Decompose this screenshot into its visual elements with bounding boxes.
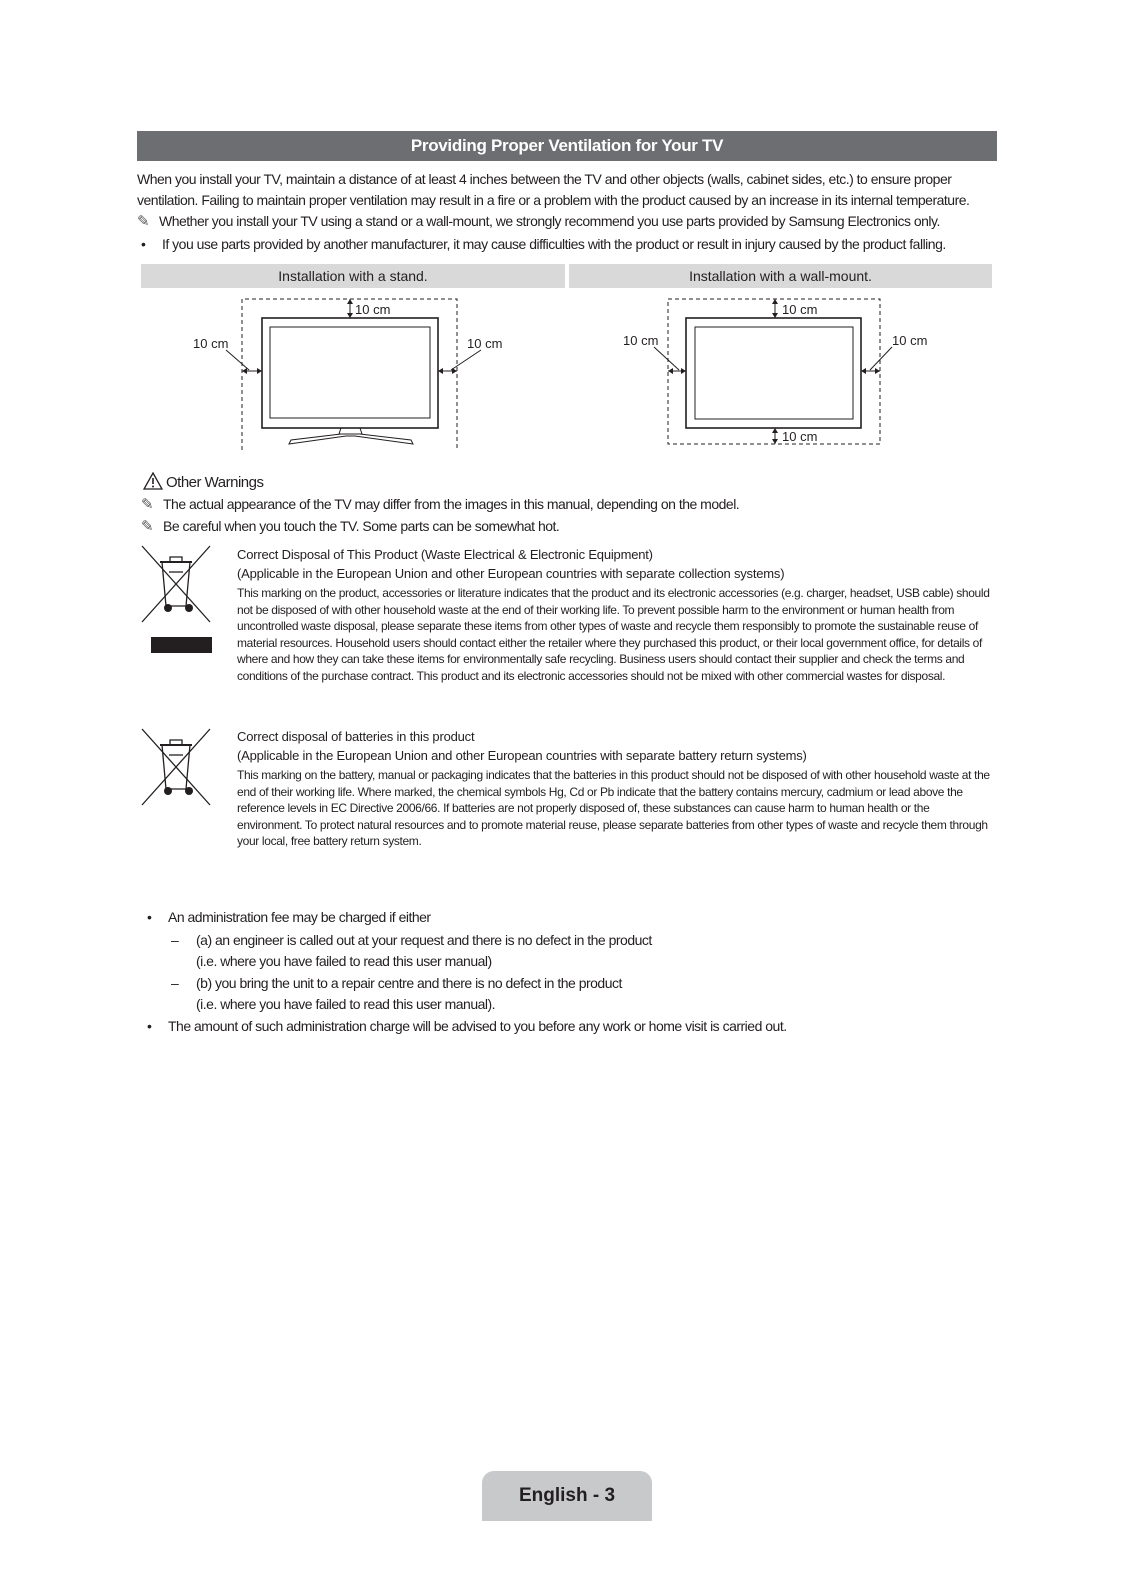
wall-installation-diagram (569, 290, 993, 455)
fee-bullet-1: • An administration fee may be charged if either (143, 907, 431, 929)
wall-install-header: Installation with a wall-mount. (569, 264, 992, 288)
note-hot-parts: ✎ Be careful when you touch the TV. Some parts can be somewhat hot. (141, 518, 560, 535)
wall-top-distance: 10 cm (782, 302, 818, 317)
bullet-other-parts: • If you use parts provided by another manufacturer, it may cause difficulties with the product or result in injury caused by the product falling. (137, 234, 946, 255)
wall-left-distance: 10 cm (623, 333, 659, 348)
crossed-bin-icon (140, 544, 214, 656)
pencil-note-icon: ✎ (141, 496, 154, 513)
fee-item-b: – (b) you bring the unit to a repair centre and there is no defect in the product (143, 973, 622, 995)
wall-right-distance: 10 cm (892, 333, 928, 348)
note-appearance: ✎ The actual appearance of the TV may differ from the images in this manual, depending on the model. (141, 496, 740, 513)
page-number-tab: English - 3 (482, 1471, 652, 1521)
weee-product-body: This marking on the product, accessories or literature indicates that the product and its electronic accessories (e.g. charger, headset, USB cable) should not be disposed of with other household waste at the end of their working life. To prevent possible harm to the environment or human health from uncontrolled waste disposal, please separate these items from other types of waste and recycle them responsibly to promote the sustainable reuse of material resources. Household users should contact either the retailer where they purchased this product, or their local government office, for details of where and how they can take these items for environmentally safe recycling. Business users should contact their supplier and check the terms and conditions of the purchase contract. This product and its electronic accessories should not be mixed with other commercial wastes for disposal. (237, 586, 990, 683)
warning-triangle-icon (143, 472, 163, 490)
note-samsung-parts: ✎ Whether you install your TV using a stand or a wall-mount, we strongly recommend you use parts provided by Samsung Electronics only. (137, 213, 940, 230)
stand-installation-diagram (141, 290, 565, 455)
fee-item-a-note: (i.e. where you have failed to read this user manual) (196, 953, 492, 969)
bullet-icon: • (141, 236, 146, 252)
stand-install-header: Installation with a stand. (141, 264, 565, 288)
stand-top-distance: 10 cm (355, 302, 391, 317)
fee-bullet-2: • The amount of such administration charge will be advised to you before any work or home visit is carried out. (143, 1016, 787, 1038)
weee-product-subtitle: (Applicable in the European Union and other European countries with separate collection systems) (237, 566, 785, 581)
dash-icon: – (171, 975, 179, 991)
fee-item-a: – (a) an engineer is called out at your request and there is no defect in the product (143, 930, 652, 952)
pencil-note-icon: ✎ (137, 213, 150, 230)
ventilation-intro: When you install your TV, maintain a distance of at least 4 inches between the TV and other objects (walls, cabinet sides, etc.) to ensure proper ventilation. Failing to maintain proper ventilation may result in a fire or a problem with the product caused by an increase in its internal temperature. (137, 171, 970, 208)
bullet-icon: • (147, 1018, 152, 1034)
other-warnings-heading: Other Warnings (143, 472, 263, 493)
battery-title: Correct disposal of batteries in this product (237, 729, 475, 744)
stand-right-distance: 10 cm (467, 336, 503, 351)
pencil-note-icon: ✎ (141, 518, 154, 535)
dash-icon: – (171, 932, 179, 948)
weee-product-section (237, 545, 997, 685)
stand-left-distance: 10 cm (193, 336, 229, 351)
bullet-icon: • (147, 909, 152, 925)
weee-product-title: Correct Disposal of This Product (Waste Electrical & Electronic Equipment) (237, 547, 653, 562)
crossed-bin-battery-icon (140, 727, 214, 809)
section-title-ventilation: Providing Proper Ventilation for Your TV (137, 131, 997, 161)
battery-disposal-section (237, 727, 997, 850)
fee-item-b-note: (i.e. where you have failed to read this user manual). (196, 996, 496, 1012)
battery-subtitle: (Applicable in the European Union and other European countries with separate battery return systems) (237, 748, 807, 763)
wall-bottom-distance: 10 cm (782, 429, 818, 444)
battery-body: This marking on the battery, manual or packaging indicates that the batteries in this product should not be disposed of with other household waste at the end of their working life. Where marked, the chemical symbols Hg, Cd or Pb indicate that the battery contains mercury, cadmium or lead above the reference levels in EC Directive 2006/66. If batteries are not properly disposed of, these substances can cause harm to human health or the environment. To protect natural resources and to promote material reuse, please separate batteries from other types of waste and recycle them through your local, free battery return system. (237, 768, 990, 849)
